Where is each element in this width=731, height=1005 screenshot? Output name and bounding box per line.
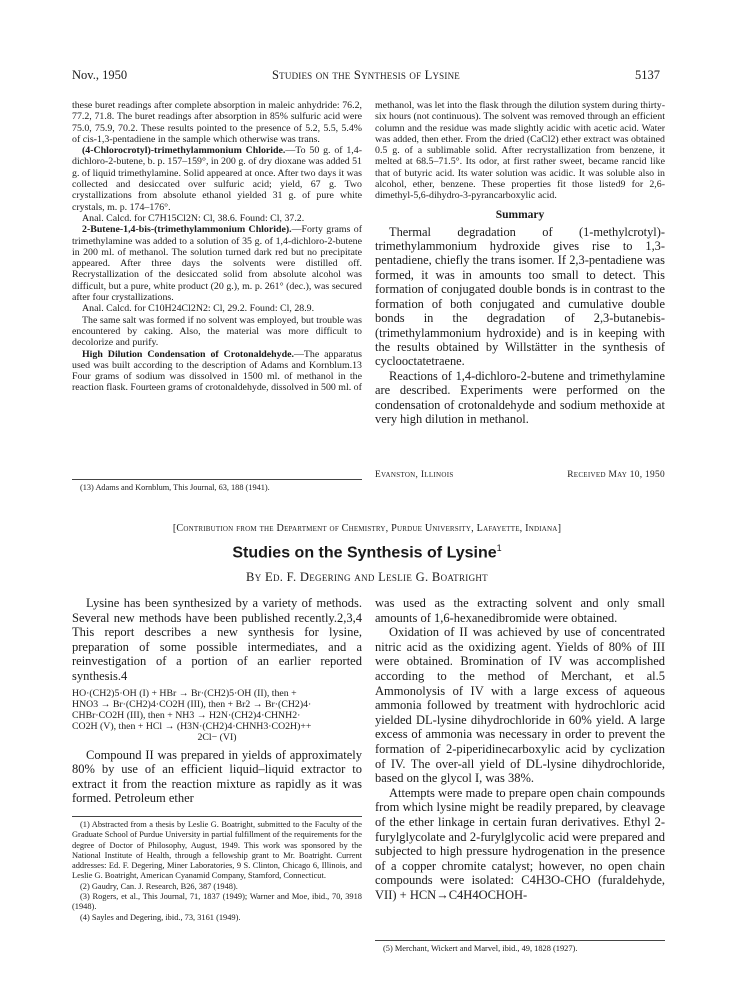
top-right-column: [375, 100, 665, 426]
footnotes: [375, 944, 665, 954]
paragraph: Compound II was prepared in yields of approximately 80% by use of an efficient liquid–liquid extractor to extract it from the reaction mixture as rapidly as it was formed. Petroleum ether: [72, 747, 362, 806]
header-page-number: 5137: [635, 68, 660, 82]
contribution-line: [Contribution from the Department of Chemistry, Purdue University, Lafayette, Indiana]: [172, 523, 562, 534]
summary-paragraph: Reactions of 1,4-dichloro-2-butene and trimethylamine are described. Experiments were performed on the condensation of crotonaldehyde and sodium methoxide at very high dilution in methanol.: [375, 368, 665, 426]
title-footnote-mark: 1: [496, 543, 502, 553]
received-date: Received May 10, 1950: [567, 470, 665, 480]
paragraph: methanol, was let into the flask through the dilution system during thirty-six hours (not continuous). The solvent was removed through an efficient column and the residue was made slightly acidic with acetic acid. Water was added, then ether. From the dried (CaCl2) ether extract was obtained 0.5 g. of a sublimable solid. After recrystallization from benzene, it melted at 68.5–71.5°. Its odor, at first rather sweet, became rancid like that of butyric acid. Its water solution was acidic. It was soluble also in alcohol, ether, benzene. These properties fit those listed9 for 2,6-dimethyl-5,6-dihydro-3-pyrancarboxylic acid.: [375, 100, 665, 202]
footnote-divider: [72, 816, 362, 817]
article-title: [72, 543, 662, 562]
paragraph: [72, 145, 362, 213]
article-title-text: Studies on the Synthesis of Lysine: [232, 544, 497, 562]
paragraph: these buret readings after complete absorption in maleic anhydride: 76.2, 77.2, 71.8. The buret readings after absorption in 85% sulfuric acid were 75.0, 75.9, 70.2. These results pointed to the presence of 5.2, 5.5, 5.4% of cis-1,3-pentadiene in the sample which otherwise was trans.: [72, 100, 362, 145]
header-date: Nov., 1950: [72, 68, 128, 82]
footnote-divider: [375, 940, 665, 941]
paragraph-body: —To 50 g. of 1,4-dichloro-2-butene, b. p. 157–159°, in 200 g. of dry dioxane was added 51 g. of liquid trimethylamine. Solid appeared at once. After two days it was collected and desiccated over sulfuric acid; yield, 67 g. Two crystallizations from absolute ethanol yielded 31 g. of pure white crystals, m. p. 174–176°.: [72, 145, 362, 213]
reaction-scheme: [72, 688, 362, 744]
footnote: (1) Abstracted from a thesis by Leslie G. Boatright, submitted to the Faculty of the Graduate School of Purdue University in partial fulfillment of the requirements for the degree of Doctor of Philosophy, August, 1949. This work was sponsored by the National Institute of Health, through a fellowship grant to Mr. Boatright. Current addresses: Ed. F. Degering, Miner Laboratories, 9 S. Clinton, Chicago 6, Illinois, and Leslie G. Boatright, American Cyanamid Company, Stamford, Connecticut.: [72, 820, 362, 881]
summary-paragraph: Thermal degradation of (1-methylcrotyl)-trimethylammonium hydroxide gives rise to 1,3-pentadiene, chiefly the trans isomer. If 2,3-pentadiene was formed, it was in amounts too small to detect. This formation of conjugated double bonds is in contrast to the formation of both conjugated and cumulative double bonds in the degradation of 2,3-butanebis-(trimethylammonium hydroxide) and is in keeping with the results obtained by Willstätter in the synthesis of cyclooctatetraene.: [375, 224, 665, 369]
summary-heading: Summary: [495, 208, 545, 221]
location: Evanston, Illinois: [375, 470, 454, 480]
header-running-title: Studies on the Synthesis of Lysine: [272, 68, 460, 82]
footnote-13: [72, 483, 362, 493]
summary-section: [375, 225, 665, 427]
paragraph: Lysine has been synthesized by a variety of methods. Several new methods have been published recently.2,3,4 This report describes a new synthesis for lysine, preparation of some possible intermediates, and a reinvestigation of a portion of an earlier reported synthesis.4: [72, 596, 362, 683]
paragraph: was used as the extracting solvent and only small amounts of 1,6-hexanedibromide were obtained.: [375, 596, 665, 625]
footnote: (4) Sayles and Degering, ibid., 73, 3161 (1949).: [80, 912, 241, 922]
footnote: (3) Rogers, et al., This Journal, 71, 1837 (1949); Warner and Moe, ibid., 70, 3918 (1948).: [72, 892, 362, 912]
paragraph: [72, 224, 362, 303]
section-heading: High Dilution Condensation of Crotonaldehyde.: [82, 348, 294, 360]
top-left-column: [72, 100, 362, 394]
paragraph-body: —Forty grams of trimethylamine was added to a solution of 35 g. of 1,4-dichloro-2-butene in 200 ml. of methanol. The solution turned dark red but no precipitate appeared. After three days the solvents were distilled off. Recrystallization of the desiccated solid from absolute alcohol was difficult, but a pure, white product (20 g.), m. p. 261° (dec.), was secured after four crystallizations.: [72, 224, 362, 304]
paragraph: Attempts were made to prepare open chain compounds from which lysine might be readily prepared, by cleavage of the ether linkage in certain furan derivatives. Ethyl 2-furylglycolate and 2-furylglycolic acid were prepared and subjected to high pressure hydrogenation in the presence of a copper chromite catalyst; however, no open chain compounds were isolated: C4H3O-CHO (furaldehyde, VII) + HCN→C4H4OCHOH-: [375, 785, 665, 902]
analysis-line: Anal. Calcd. for C10H24Cl2N2: Cl, 29.2. Found: Cl, 28.9.: [82, 303, 315, 315]
equation-line: CHBr·CO2H (III), then + NH3 → H2N·(CH2)4·CHNH2·: [72, 709, 301, 721]
footnote: (5) Merchant, Wickert and Marvel, ibid., 49, 1828 (1927).: [383, 944, 578, 953]
paragraph: [72, 349, 362, 394]
footnotes: [72, 820, 362, 923]
authors: By Ed. F. Degering and Leslie G. Boatright: [246, 570, 488, 584]
paragraph: The same salt was formed if no solvent was employed, but trouble was encountered by caking. Also, the material was more difficult to decolorize and purify.: [72, 314, 363, 349]
footnote: (2) Gaudry, Can. J. Research, B26, 387 (1948).: [80, 881, 238, 891]
bottom-right-column: [375, 596, 665, 902]
running-header: [72, 68, 660, 84]
section-heading: 2-Butene-1,4-bis-(trimethylammonium Chloride).: [82, 224, 292, 236]
footnote-text: (13) Adams and Kornblum, This Journal, 63, 188 (1941).: [80, 483, 270, 492]
section-heading: (4-Chlorocrotyl)-trimethylammonium Chloride.: [82, 145, 286, 157]
equation-line: HO·(CH2)5·OH (I) + HBr → Br·(CH2)5·OH (II), then +: [72, 687, 297, 699]
equation-line: 2Cl− (VI): [197, 732, 237, 744]
bottom-left-column: [72, 596, 362, 806]
equation-line: CO2H (V), then + HCl → (H3N·(CH2)4·CHNH3·CO2H)++: [72, 721, 312, 733]
analysis-line: Anal. Calcd. for C7H15Cl2N: Cl, 38.6. Found: Cl, 37.2.: [82, 212, 305, 224]
footnote-divider: [72, 479, 362, 480]
paragraph: Oxidation of II was achieved by use of concentrated nitric acid as the oxidizing agent. Yields of 80% of III were obtained. Bromination of IV was accomplished according to the method of Merchant, et al.5 Ammonolysis of IV with a large excess of aqueous ammonia followed by treatment with hydrochloric acid yielded DL-lysine dihydrochloride in 60% yield. A large excess of ammonia was necessary in order to prevent the formation of 2-piperidinecarboxylic acid by cyclization of IV. The over-all yield of DL-lysine dihydrochloride, based on the glycol I, was 38%.: [375, 625, 665, 786]
paragraph-body: —The apparatus used was built according to the description of Adams and Kornblum.13 Four grams of sodium was dissolved in 1500 ml. of methanol in the reaction flask. Fourteen grams of crotonaldehyde, dissolved in 500 ml. of: [72, 348, 362, 394]
equation-line: HNO3 → Br·(CH2)4·CO2H (III), then + Br2 → Br·(CH2)4·: [72, 698, 312, 710]
